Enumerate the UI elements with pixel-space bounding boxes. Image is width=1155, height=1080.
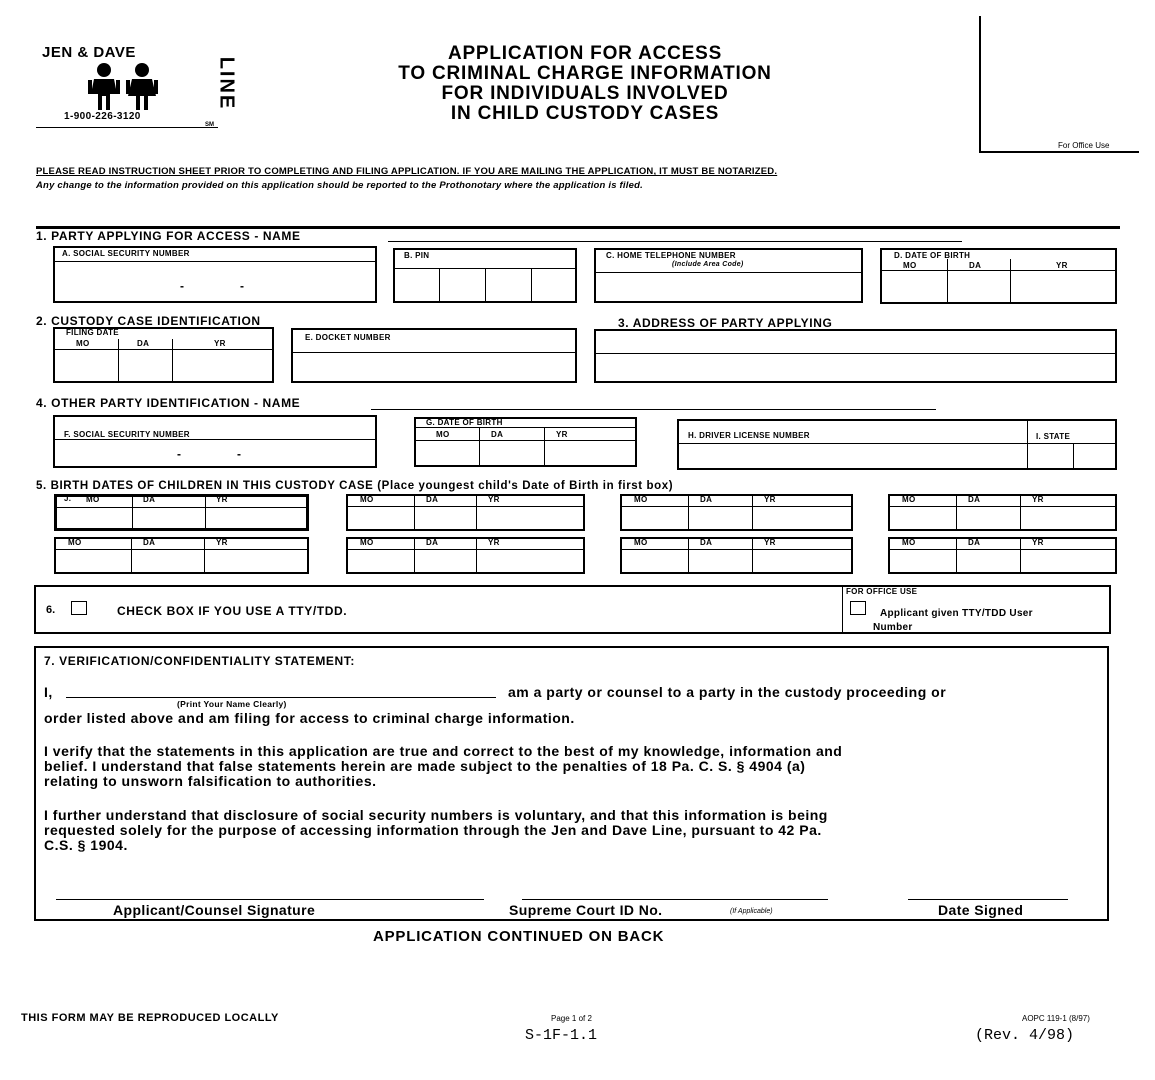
pin-digit-divider: [485, 268, 486, 303]
applicant-given-line-2: Number: [873, 622, 913, 633]
statement-b-line-2: belief. I understand that false statements herein are made subject to the penalties of 18 Pa. C. S. § 4904 (a): [44, 758, 806, 774]
logo-service-mark: SM: [205, 122, 214, 128]
state-letter-divider: [1073, 443, 1074, 470]
address-line-rule: [596, 353, 1115, 354]
party-name-line[interactable]: [388, 241, 962, 242]
office-use-bottom-rule: [979, 151, 1139, 153]
section-3-title: 3. ADDRESS OF PARTY APPLYING: [618, 316, 833, 330]
date-divider: [132, 497, 133, 528]
child-2-da-label: DA: [426, 495, 439, 504]
instructions-line-2: Any change to the information provided on this application should be reported to the Prothonotary where the application is filed.: [36, 180, 643, 191]
child-8-da-label: DA: [968, 538, 981, 547]
logo-phone: 1-900-226-3120: [64, 111, 141, 122]
child-7-da-label: DA: [700, 538, 713, 547]
party-ssn-dash-1: -: [180, 279, 184, 293]
signature-label: Applicant/Counsel Signature: [113, 902, 316, 918]
child-6-yr-label: YR: [488, 538, 500, 547]
statement-a-line-2: order listed above and am filing for access to criminal charge information.: [44, 710, 575, 726]
party-dob-mo: MO: [903, 261, 917, 270]
filing-date-label: FILING DATE: [66, 328, 119, 337]
party-ssn-label: A. SOCIAL SECURITY NUMBER: [62, 249, 190, 258]
party-dob-label: D. DATE OF BIRTH: [894, 251, 971, 260]
child-7-mo-label: MO: [634, 538, 648, 547]
other-dob-mo: MO: [436, 430, 450, 439]
state-divider: [1027, 421, 1028, 470]
footer-reproduce: THIS FORM MAY BE REPRODUCED LOCALLY: [21, 1012, 279, 1024]
i-prefix: I,: [44, 684, 53, 700]
title-line-1: APPLICATION FOR ACCESS: [447, 43, 723, 64]
statement-b-line-3: relating to unsworn falsification to authorities.: [44, 773, 377, 789]
field-label-rule: [57, 507, 306, 508]
footer-page: Page 1 of 2: [551, 1014, 592, 1023]
field-label-rule: [416, 427, 635, 428]
child-8-yr-label: YR: [1032, 538, 1044, 547]
child-7-yr-label: YR: [764, 538, 776, 547]
field-label-rule: [348, 549, 583, 550]
tty-label: CHECK BOX IF YOU USE A TTY/TDD.: [117, 604, 348, 618]
field-label-rule: [56, 549, 307, 550]
field-label-rule: [890, 549, 1115, 550]
address-field[interactable]: [594, 329, 1117, 383]
pin-digit-divider: [531, 268, 532, 303]
section-2-title: 2. CUSTODY CASE IDENTIFICATION: [36, 314, 261, 328]
section-6-number: 6.: [46, 604, 56, 616]
date-divider: [752, 539, 753, 572]
child-4-da-label: DA: [968, 495, 981, 504]
field-label-rule: [55, 349, 272, 350]
date-divider: [752, 496, 753, 529]
other-dob-yr: YR: [556, 430, 568, 439]
footer-rev: (Rev. 4/98): [975, 1027, 1075, 1044]
other-ssn-label: F. SOCIAL SECURITY NUMBER: [64, 430, 190, 439]
field-label-rule: [622, 549, 851, 550]
office-tty-checkbox[interactable]: [850, 601, 866, 615]
child-3-mo-label: MO: [634, 495, 648, 504]
child-birthdate-box-2[interactable]: [346, 494, 585, 531]
date-divider: [688, 496, 689, 529]
section-4-title: 4. OTHER PARTY IDENTIFICATION - NAME: [36, 396, 301, 410]
party-ssn-dash-2: -: [240, 279, 244, 293]
date-signed-label: Date Signed: [938, 902, 1024, 918]
state-label: I. STATE: [1036, 432, 1071, 441]
other-ssn-dash-2: -: [237, 447, 241, 461]
field-label-rule: [348, 506, 583, 507]
other-dob-label: G. DATE OF BIRTH: [426, 418, 503, 427]
date-divider: [956, 496, 957, 529]
statement-b-line-1: I verify that the statements in this application are true and correct to the best of my knowledge, information and: [44, 743, 843, 759]
child-2-yr-label: YR: [488, 495, 500, 504]
child-5-mo-label: MO: [68, 538, 82, 547]
date-divider: [205, 497, 206, 528]
child-birthdate-box-3[interactable]: [620, 494, 853, 531]
child-birthdate-box-4[interactable]: [888, 494, 1117, 531]
applicant-given-line-1: Applicant given TTY/TDD User: [880, 608, 1033, 619]
office-use-left-rule: [979, 16, 981, 152]
dob-divider: [1010, 259, 1011, 304]
field-label-rule: [55, 439, 375, 440]
field-label-rule: [55, 261, 375, 262]
date-signed-line[interactable]: [908, 899, 1068, 900]
title-line-3: FOR INDIVIDUALS INVOLVED: [441, 83, 729, 104]
office-use-tty-label: FOR OFFICE USE: [846, 587, 918, 596]
footer-aopc: AOPC 119-1 (8/97): [1022, 1014, 1090, 1023]
child-4-yr-label: YR: [1032, 495, 1044, 504]
child-6-mo-label: MO: [360, 538, 374, 547]
children-icon: [86, 62, 162, 112]
child-birthdate-box-5[interactable]: [54, 537, 309, 574]
section-7-title: 7. VERIFICATION/CONFIDENTIALITY STATEMENT:: [44, 654, 355, 668]
date-divider: [414, 539, 415, 572]
field-label-rule: [416, 440, 635, 441]
docket-number-label: E. DOCKET NUMBER: [305, 333, 391, 342]
footer-form-code: S-1F-1.1: [525, 1027, 598, 1044]
date-divider: [1020, 496, 1021, 529]
driver-license-label: H. DRIVER LICENSE NUMBER: [688, 431, 810, 440]
tty-checkbox[interactable]: [71, 601, 87, 615]
dob-divider: [947, 259, 948, 304]
pin-digit-divider: [439, 268, 440, 303]
print-name-label: (Print Your Name Clearly): [177, 699, 287, 709]
date-divider: [414, 496, 415, 529]
driver-license-field[interactable]: [677, 419, 1117, 470]
logo-line-word: LINE: [215, 56, 238, 111]
continued-on-back: APPLICATION CONTINUED ON BACK: [373, 928, 665, 945]
field-label-rule: [679, 443, 1115, 444]
office-use-label: For Office Use: [1058, 141, 1110, 150]
filing-date-mo: MO: [76, 339, 90, 348]
section-5-title: 5. BIRTH DATES OF CHILDREN IN THIS CUSTODY CASE (Place youngest child's Date of Birth in first box): [36, 480, 674, 492]
filing-date-yr: YR: [214, 339, 226, 348]
child-4-mo-label: MO: [902, 495, 916, 504]
party-dob-da: DA: [969, 261, 982, 270]
statement-c-line-1: I further understand that disclosure of social security numbers is voluntary, and that this information is being: [44, 807, 828, 823]
date-divider: [1020, 539, 1021, 572]
other-party-name-line[interactable]: [371, 409, 936, 410]
other-dob-da: DA: [491, 430, 504, 439]
field-label-rule: [622, 506, 851, 507]
court-id-note: (If Applicable): [730, 908, 773, 915]
date-divider: [688, 539, 689, 572]
date-divider: [479, 427, 480, 467]
child-3-da-label: DA: [700, 495, 713, 504]
section-1-title: 1. PARTY APPLYING FOR ACCESS - NAME: [36, 229, 301, 243]
court-id-label: Supreme Court ID No.: [509, 902, 663, 918]
statement-c-line-2: requested solely for the purpose of accessing information through the Jen and Dave Line, pursuant to 42 Pa.: [44, 822, 822, 838]
logo-brand: JEN & DAVE: [42, 44, 136, 61]
instructions-line-1: PLEASE READ INSTRUCTION SHEET PRIOR TO COMPLETING AND FILING APPLICATION. IF YOU ARE MAILING THE APPLICATION, IT MUST BE NOTARIZED.: [36, 166, 778, 177]
logo-underline: [36, 127, 218, 128]
field-label-rule: [890, 506, 1115, 507]
party-phone-label: C. HOME TELEPHONE NUMBER: [606, 251, 736, 260]
date-divider: [131, 539, 132, 572]
party-dob-yr: YR: [1056, 261, 1068, 270]
child-5-yr-label: YR: [216, 538, 228, 547]
date-divider: [204, 539, 205, 572]
form-title: [300, 44, 870, 124]
other-ssn-dash-1: -: [177, 447, 181, 461]
date-divider: [956, 539, 957, 572]
title-line-4: IN CHILD CUSTODY CASES: [450, 103, 720, 124]
title-line-2: TO CRIMINAL CHARGE INFORMATION: [398, 63, 772, 84]
print-name-line[interactable]: [66, 697, 496, 698]
tty-divider: [842, 587, 843, 634]
statement-a-line-1: am a party or counsel to a party in the custody proceeding or: [508, 684, 947, 700]
child-2-mo-label: MO: [360, 495, 374, 504]
field-label-rule: [882, 270, 1115, 271]
date-divider: [118, 339, 119, 383]
field-label-rule: [293, 352, 575, 353]
field-label-rule: [596, 272, 861, 273]
statement-c-line-3: C.S. § 1904.: [44, 837, 128, 853]
first-child-prefix: J.: [64, 494, 72, 503]
signature-line[interactable]: [56, 899, 484, 900]
party-phone-sublabel: (Include Area Code): [672, 261, 744, 268]
child-8-mo-label: MO: [902, 538, 916, 547]
child-1-mo-label: MO: [86, 495, 100, 504]
child-birthdate-box-8[interactable]: [888, 537, 1117, 574]
child-6-da-label: DA: [426, 538, 439, 547]
child-1-yr-label: YR: [216, 495, 228, 504]
date-divider: [476, 539, 477, 572]
child-birthdate-box-6[interactable]: [346, 537, 585, 574]
court-id-line[interactable]: [522, 899, 828, 900]
party-pin-label: B. PIN: [404, 251, 430, 260]
child-5-da-label: DA: [143, 538, 156, 547]
child-birthdate-box-7[interactable]: [620, 537, 853, 574]
other-ssn-field[interactable]: [53, 415, 377, 468]
child-3-yr-label: YR: [764, 495, 776, 504]
date-divider: [544, 427, 545, 467]
child-1-da-label: DA: [143, 495, 156, 504]
filing-date-da: DA: [137, 339, 150, 348]
date-divider: [476, 496, 477, 529]
date-divider: [172, 339, 173, 383]
